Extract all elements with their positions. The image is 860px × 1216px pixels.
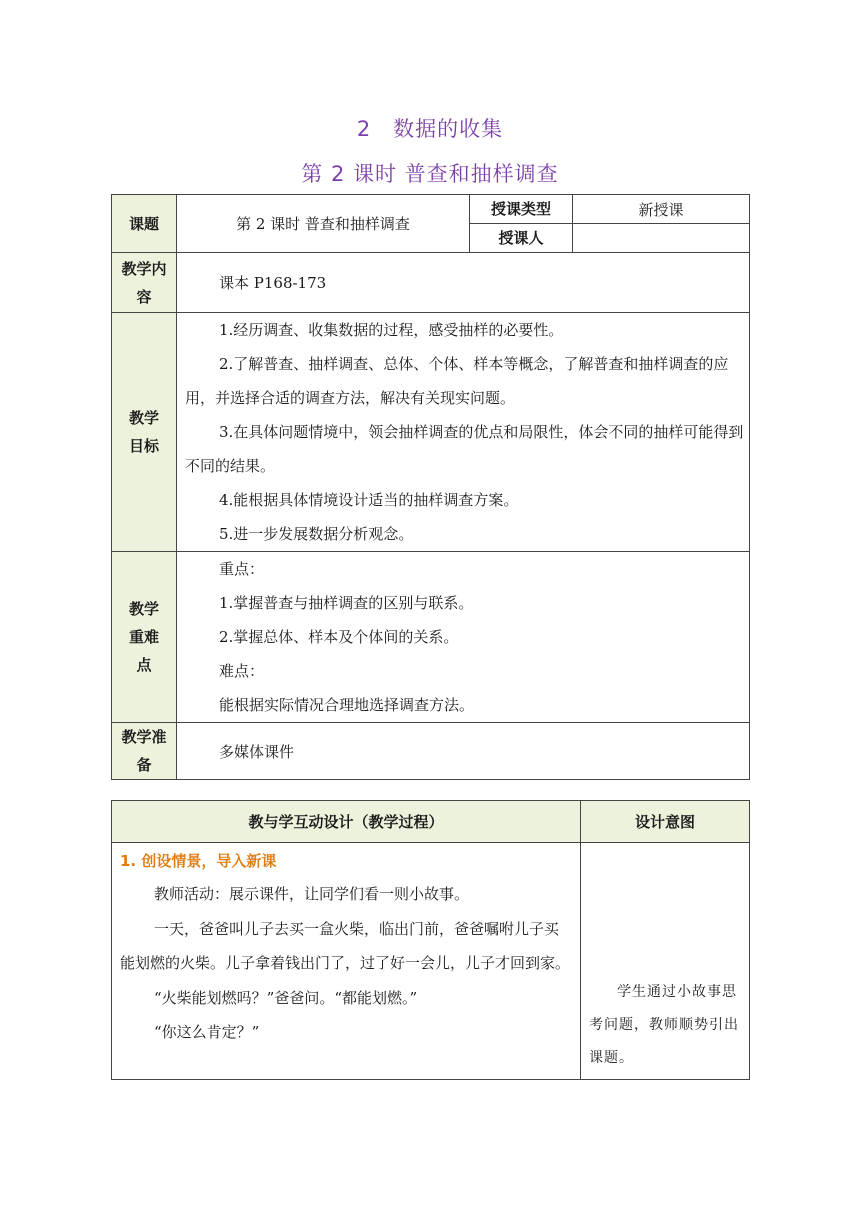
design-intent: 学生通过小故事思考问题，教师顺势引出课题。: [581, 843, 750, 1080]
process-content: [112, 843, 581, 1080]
story-paragraph: 一天，爸爸叫儿子去买一盒火柴，临出门前，爸爸嘱咐儿子买能划燃的火柴。儿子拿着钱出门了，过了好一会儿，儿子才回到家。: [120, 919, 571, 972]
prep-label: 教学准备: [112, 723, 177, 780]
type-value: 新授课: [573, 195, 750, 224]
goal-item: 5.进一步发展数据分析观念。: [219, 525, 414, 543]
chapter-title: 2 数据的收集: [356, 117, 504, 141]
goal-item: 1.经历调查、收集数据的过程，感受抽样的必要性。: [219, 321, 564, 339]
content-label: 教学内容: [112, 253, 177, 313]
keypoints-list: [177, 552, 750, 723]
goals-list: [177, 313, 750, 552]
keypoint-item: 重点：: [219, 560, 265, 578]
process-column-header: 教与学互动设计（教学过程）: [112, 801, 581, 843]
content-value: 课本 P168-173: [177, 253, 750, 313]
lesson-info-table: [111, 194, 750, 780]
keypoint-item: 1.掌握普查与抽样调查的区别与联系。: [219, 594, 474, 612]
topic-value: 第 2 课时 普查和抽样调查: [177, 195, 470, 253]
story-paragraph: “火柴能划燃吗？”爸爸问。“都能划燃。”: [154, 988, 418, 1007]
goal-item: 2.了解普查、抽样调查、总体、个体、样本等概念，了解普查和抽样调查的应用，并选择合适的调查方法，解决有关现实问题。: [185, 355, 729, 407]
intent-column-header: 设计意图: [581, 801, 750, 843]
section-heading: 1. 创设情景，导入新课: [120, 852, 277, 870]
story-paragraph: “你这么肯定？”: [154, 1023, 260, 1041]
keypoints-label: 教学重难点: [112, 552, 177, 723]
keypoint-item: 能根据实际情况合理地选择调查方法。: [219, 696, 475, 714]
keypoint-item: 难点：: [219, 662, 265, 680]
teacher-label: 授课人: [470, 224, 573, 253]
goal-item: 4.能根据具体情境设计适当的抽样调查方案。: [219, 491, 519, 509]
goal-item: 3.在具体问题情境中，领会抽样调查的优点和局限性，体会不同的抽样可能得到不同的结果。: [185, 423, 744, 475]
topic-label: 课题: [112, 195, 177, 253]
story-paragraph: 教师活动：展示课件，让同学们看一则小故事。: [154, 885, 470, 903]
goals-label: 教学目标: [112, 313, 177, 552]
lesson-title: 第 2 课时 普查和抽样调查: [301, 162, 559, 186]
prep-value: 多媒体课件: [177, 723, 750, 780]
teacher-value: [573, 224, 750, 253]
keypoint-item: 2.掌握总体、样本及个体间的关系。: [219, 628, 459, 646]
type-label: 授课类型: [470, 195, 573, 224]
teaching-process-table: [111, 800, 750, 1080]
